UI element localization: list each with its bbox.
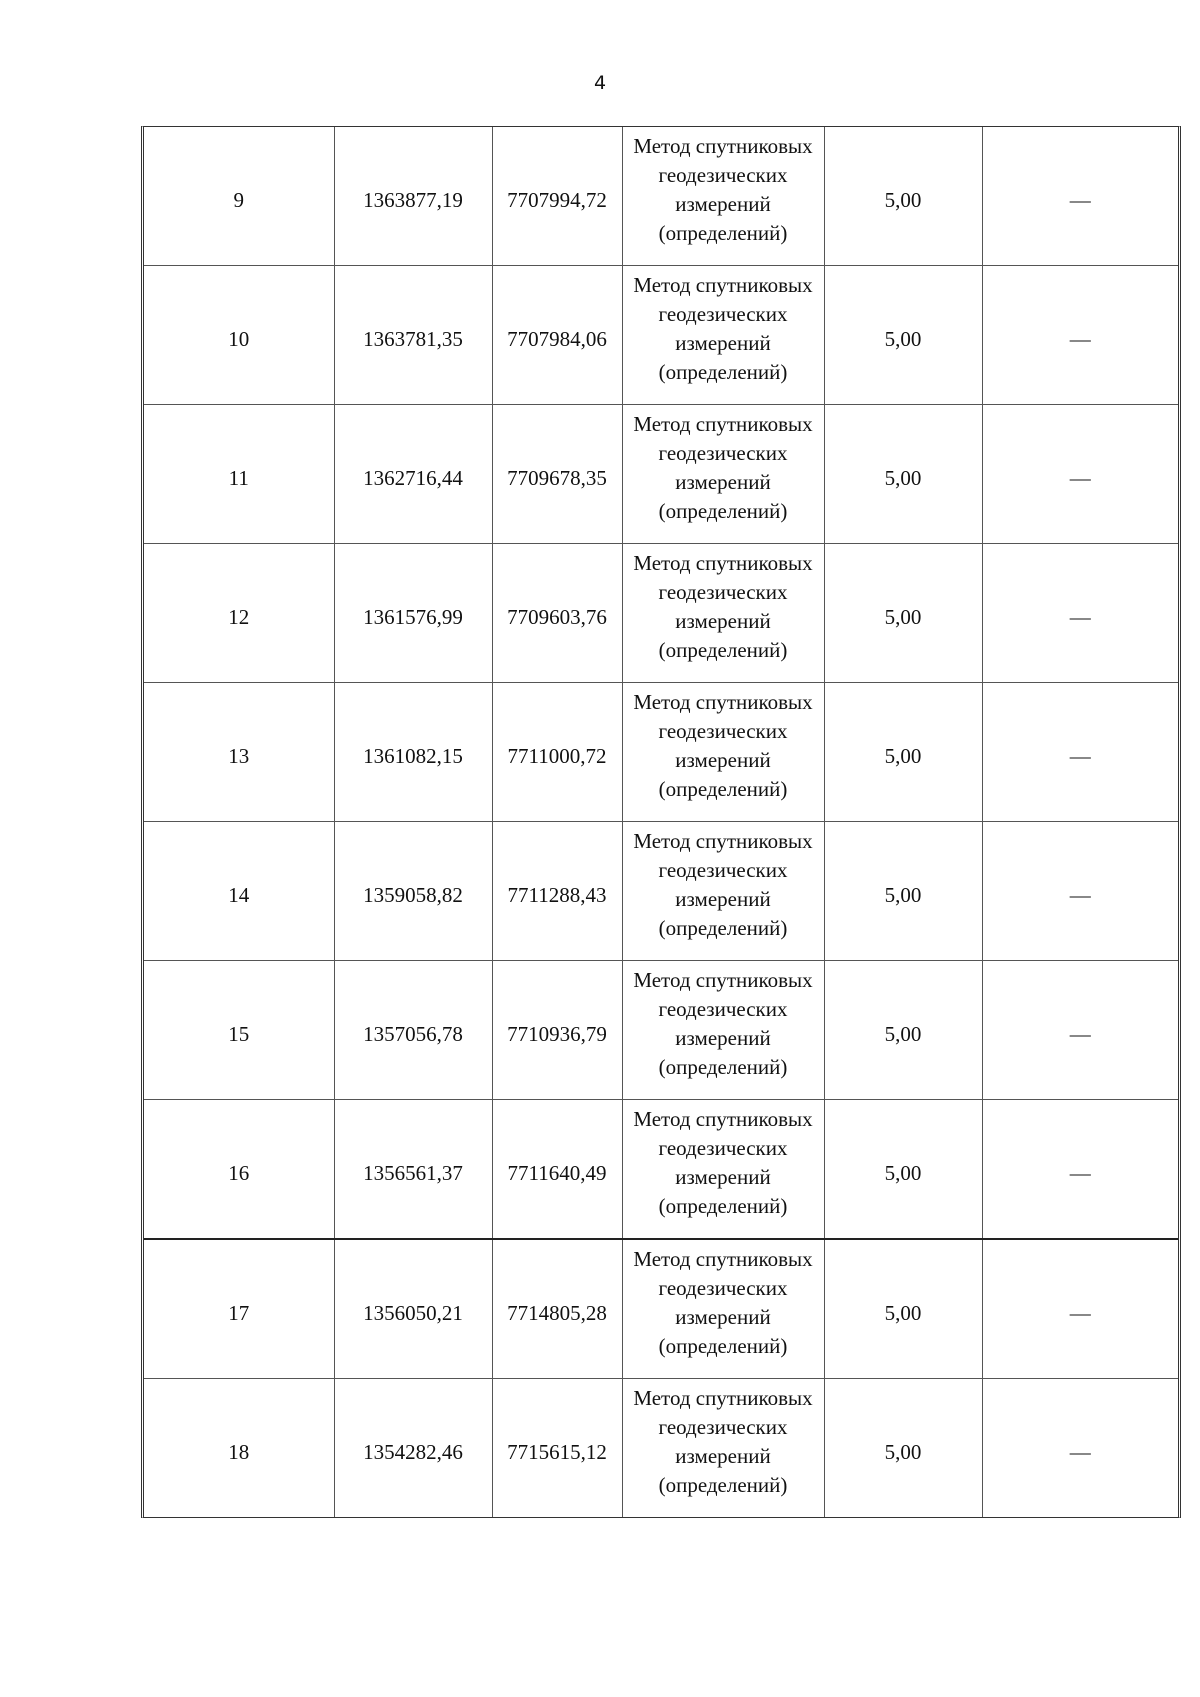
x-coordinate-cell bbox=[334, 1100, 492, 1240]
accuracy-value: 5,00 bbox=[884, 743, 922, 768]
point-number-cell bbox=[144, 1100, 334, 1240]
point-value: 17 bbox=[228, 1300, 250, 1325]
y-value: 7709678,35 bbox=[507, 465, 607, 490]
x-coordinate-cell bbox=[334, 1379, 492, 1518]
y-coordinate-cell bbox=[492, 822, 622, 961]
point-value: 15 bbox=[228, 1021, 250, 1046]
accuracy-value: 5,00 bbox=[884, 326, 922, 351]
y-coordinate-cell bbox=[492, 544, 622, 683]
note-value: — bbox=[1069, 1021, 1091, 1046]
accuracy-cell bbox=[824, 1100, 982, 1240]
accuracy-cell bbox=[824, 961, 982, 1100]
point-value: 12 bbox=[228, 604, 250, 629]
table-row bbox=[144, 405, 1178, 544]
method-value: Метод спутниковых геодезических измерений (определений) bbox=[633, 1247, 813, 1358]
method-cell bbox=[622, 544, 824, 683]
x-coordinate-cell bbox=[334, 683, 492, 822]
accuracy-value: 5,00 bbox=[884, 465, 922, 490]
accuracy-value: 5,00 bbox=[884, 1160, 922, 1185]
y-coordinate-cell bbox=[492, 961, 622, 1100]
accuracy-cell bbox=[824, 1239, 982, 1379]
accuracy-cell bbox=[824, 405, 982, 544]
method-cell bbox=[622, 1100, 824, 1240]
x-coordinate-cell bbox=[334, 266, 492, 405]
method-value: Метод спутниковых геодезических измерений (определений) bbox=[633, 412, 813, 523]
table-row bbox=[144, 683, 1178, 822]
point-number-cell bbox=[144, 266, 334, 405]
table-row bbox=[144, 961, 1178, 1100]
point-value: 13 bbox=[228, 743, 250, 768]
table-body bbox=[144, 127, 1178, 1517]
y-coordinate-cell bbox=[492, 1379, 622, 1518]
method-cell bbox=[622, 683, 824, 822]
accuracy-value: 5,00 bbox=[884, 882, 922, 907]
accuracy-cell bbox=[824, 544, 982, 683]
point-value: 14 bbox=[228, 882, 250, 907]
method-value: Метод спутниковых геодезических измерений (определений) bbox=[633, 829, 813, 940]
table-row bbox=[144, 1379, 1178, 1518]
note-cell bbox=[982, 266, 1178, 405]
note-cell bbox=[982, 683, 1178, 822]
point-value: 10 bbox=[228, 326, 250, 351]
point-value: 11 bbox=[228, 465, 249, 490]
point-number-cell bbox=[144, 1379, 334, 1518]
x-coordinate-cell bbox=[334, 544, 492, 683]
method-value: Метод спутниковых геодезических измерений (определений) bbox=[633, 968, 813, 1079]
y-coordinate-cell bbox=[492, 266, 622, 405]
method-value: Метод спутниковых геодезических измерений (определений) bbox=[633, 134, 813, 245]
point-number-cell bbox=[144, 1239, 334, 1379]
note-value: — bbox=[1069, 604, 1091, 629]
x-value: 1363781,35 bbox=[363, 326, 463, 351]
note-cell bbox=[982, 1379, 1178, 1518]
method-cell bbox=[622, 961, 824, 1100]
x-coordinate-cell bbox=[334, 961, 492, 1100]
page-number: 4 bbox=[593, 72, 607, 94]
note-cell bbox=[982, 544, 1178, 683]
x-value: 1356050,21 bbox=[363, 1300, 463, 1325]
accuracy-value: 5,00 bbox=[884, 1300, 922, 1325]
y-value: 7715615,12 bbox=[507, 1439, 607, 1464]
method-value: Метод спутниковых геодезических измерений (определений) bbox=[633, 551, 813, 662]
x-value: 1361576,99 bbox=[363, 604, 463, 629]
accuracy-value: 5,00 bbox=[884, 1439, 922, 1464]
x-coordinate-cell bbox=[334, 127, 492, 266]
note-cell bbox=[982, 127, 1178, 266]
method-cell bbox=[622, 405, 824, 544]
y-value: 7714805,28 bbox=[507, 1300, 607, 1325]
x-coordinate-cell bbox=[334, 405, 492, 544]
y-coordinate-cell bbox=[492, 1100, 622, 1240]
method-value: Метод спутниковых геодезических измерений (определений) bbox=[633, 273, 813, 384]
x-value: 1362716,44 bbox=[363, 465, 463, 490]
point-number-cell bbox=[144, 683, 334, 822]
coordinates-table bbox=[144, 127, 1178, 1517]
accuracy-value: 5,00 bbox=[884, 1021, 922, 1046]
x-value: 1354282,46 bbox=[363, 1439, 463, 1464]
note-value: — bbox=[1069, 465, 1091, 490]
method-cell bbox=[622, 822, 824, 961]
note-cell bbox=[982, 822, 1178, 961]
method-cell bbox=[622, 1379, 824, 1518]
y-value: 7707994,72 bbox=[507, 187, 607, 212]
y-coordinate-cell bbox=[492, 127, 622, 266]
y-coordinate-cell bbox=[492, 683, 622, 822]
x-coordinate-cell bbox=[334, 822, 492, 961]
table-row bbox=[144, 544, 1178, 683]
x-value: 1363877,19 bbox=[363, 187, 463, 212]
method-value: Метод спутниковых геодезических измерений (определений) bbox=[633, 1386, 813, 1497]
point-number-cell bbox=[144, 544, 334, 683]
x-coordinate-cell bbox=[334, 1239, 492, 1379]
accuracy-cell bbox=[824, 683, 982, 822]
y-value: 7709603,76 bbox=[507, 604, 607, 629]
note-cell bbox=[982, 1239, 1178, 1379]
y-coordinate-cell bbox=[492, 1239, 622, 1379]
note-cell bbox=[982, 405, 1178, 544]
note-value: — bbox=[1069, 1160, 1091, 1185]
x-value: 1359058,82 bbox=[363, 882, 463, 907]
point-number-cell bbox=[144, 405, 334, 544]
x-value: 1357056,78 bbox=[363, 1021, 463, 1046]
method-cell bbox=[622, 1239, 824, 1379]
table-row bbox=[144, 1100, 1178, 1240]
x-value: 1356561,37 bbox=[363, 1160, 463, 1185]
table-row bbox=[144, 266, 1178, 405]
y-value: 7711640,49 bbox=[507, 1160, 607, 1185]
accuracy-cell bbox=[824, 822, 982, 961]
accuracy-value: 5,00 bbox=[884, 187, 922, 212]
note-value: — bbox=[1069, 882, 1091, 907]
note-value: — bbox=[1069, 1300, 1091, 1325]
accuracy-value: 5,00 bbox=[884, 604, 922, 629]
y-value: 7711288,43 bbox=[507, 882, 607, 907]
note-cell bbox=[982, 961, 1178, 1100]
table-row bbox=[144, 127, 1178, 266]
note-cell bbox=[982, 1100, 1178, 1240]
note-value: — bbox=[1069, 1439, 1091, 1464]
coordinates-table-container bbox=[141, 126, 1181, 1518]
y-coordinate-cell bbox=[492, 405, 622, 544]
y-value: 7707984,06 bbox=[507, 326, 607, 351]
table-row bbox=[144, 1239, 1178, 1379]
y-value: 7710936,79 bbox=[507, 1021, 607, 1046]
note-value: — bbox=[1069, 326, 1091, 351]
method-cell bbox=[622, 266, 824, 405]
note-value: — bbox=[1069, 743, 1091, 768]
point-number-cell bbox=[144, 961, 334, 1100]
method-value: Метод спутниковых геодезических измерений (определений) bbox=[633, 690, 813, 801]
point-number-cell bbox=[144, 822, 334, 961]
method-value: Метод спутниковых геодезических измерений (определений) bbox=[633, 1107, 813, 1218]
point-value: 18 bbox=[228, 1439, 250, 1464]
point-value: 16 bbox=[228, 1160, 250, 1185]
table-row bbox=[144, 822, 1178, 961]
accuracy-cell bbox=[824, 266, 982, 405]
accuracy-cell bbox=[824, 1379, 982, 1518]
note-value: — bbox=[1069, 187, 1091, 212]
accuracy-cell bbox=[824, 127, 982, 266]
y-value: 7711000,72 bbox=[507, 743, 607, 768]
method-cell bbox=[622, 127, 824, 266]
point-number-cell bbox=[144, 127, 334, 266]
x-value: 1361082,15 bbox=[363, 743, 463, 768]
point-value: 9 bbox=[233, 187, 244, 212]
